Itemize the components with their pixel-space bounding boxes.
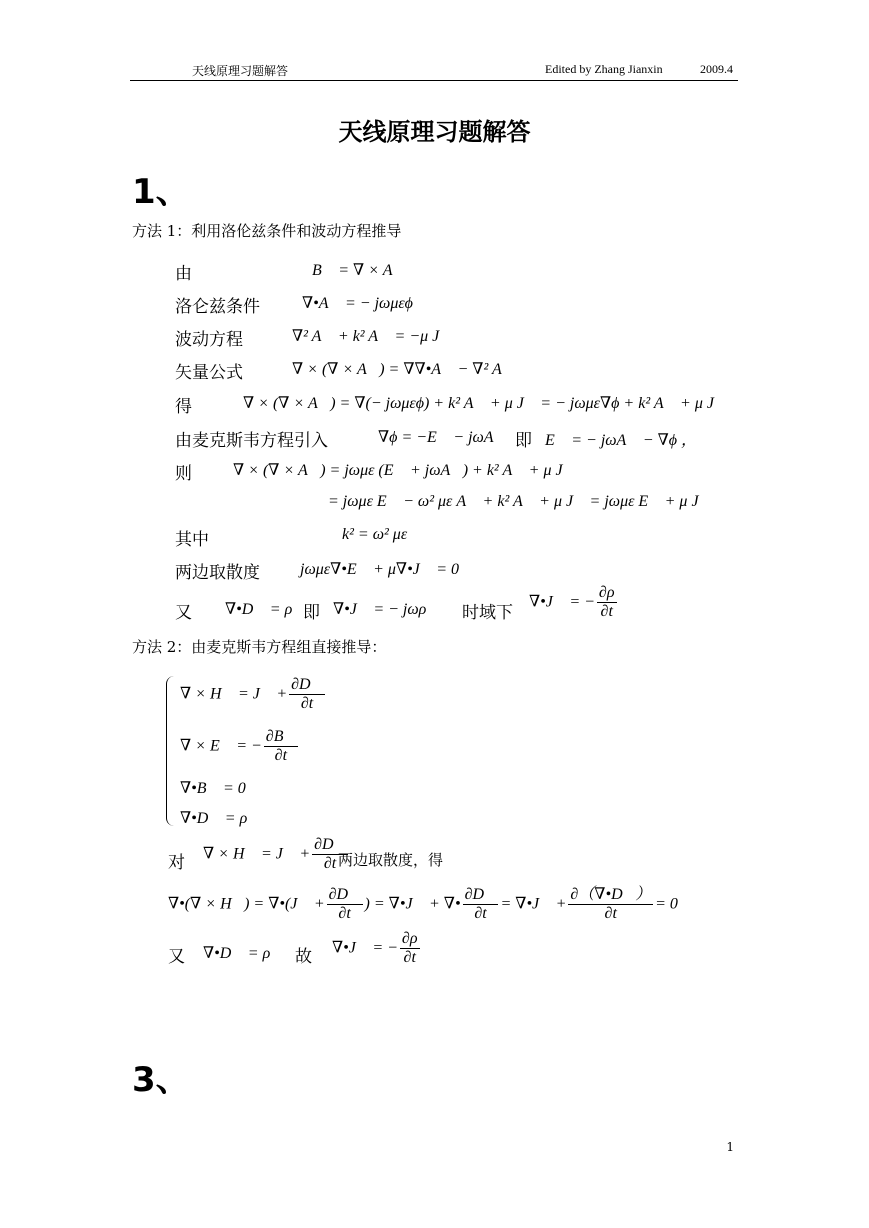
m2-system-eq0-lhs: ∇ × H⃗ = J⃗ + (180, 685, 288, 703)
m1-time-domain-fraction (597, 584, 617, 622)
m1-time-domain-lhs: ∇•J⃗ = − (529, 593, 595, 611)
m2-step2-part-c: = ∇•J⃗ + (500, 895, 567, 913)
m1-row4-label: 得 (175, 397, 192, 417)
m1-row0-equation: B⃗ = ∇ × A⃗ (312, 262, 405, 279)
method-1-heading: 方法 1：利用洛伦兹条件和波动方程推导 (132, 222, 402, 240)
m2-step1-label: 对 (168, 853, 185, 873)
fraction-numerator: ∂D⃗ (291, 676, 324, 693)
m1-last-connector: 即 (303, 603, 320, 623)
m1-row9-label: 两边取散度 (175, 563, 260, 583)
m2-step1-equation (203, 836, 350, 874)
header-document-title: 天线原理习题解答 (192, 64, 289, 78)
section-1-number: 1、 (132, 172, 190, 212)
m1-row3-equation: ∇ × (∇ × A⃗) = ∇∇•A⃗ − ∇² A⃗ (292, 361, 515, 378)
m1-row2-equation: ∇² A⃗ + k² A⃗ = −μ J⃗ (292, 328, 452, 345)
m1-last-equation: ∇•D⃗ = ρ (225, 601, 293, 618)
m2-system-eq1 (180, 728, 300, 766)
m1-row1-label: 洛仑兹条件 (175, 297, 260, 317)
page-number: 1 (726, 1140, 734, 1154)
m1-row6-label: 则 (175, 464, 192, 484)
m2-step3-result (332, 930, 422, 968)
m2-step1-tail: 两边取散度，得 (338, 851, 444, 869)
m2-step2-fraction3 (568, 886, 653, 924)
header-date: 2009.4 (700, 62, 733, 76)
m1-row5-label: 由麦克斯韦方程引入 (175, 431, 328, 451)
m1-row8-equation: k² = ω² με (342, 526, 408, 543)
page-title: 天线原理习题解答 (338, 118, 531, 146)
m1-time-domain-equation (529, 584, 619, 622)
fraction-denominator: ∂t (327, 904, 363, 923)
fraction-denominator: ∂t (597, 602, 617, 621)
m1-row6-equation: ∇ × (∇ × A⃗) = jωμε (E⃗ + jωA⃗) + k² A⃗ + μ J⃗ (233, 462, 576, 479)
m1-row2-label: 波动方程 (175, 330, 243, 350)
m1-last-label: 又 (175, 603, 192, 623)
m1-row5-equation: ∇ϕ = −E⃗ − jωA⃗ (378, 429, 507, 446)
m2-system-eq2: ∇•B⃗ = 0 (180, 780, 246, 797)
method-2-heading: 方法 2：由麦克斯韦方程组直接推导： (132, 638, 387, 656)
fraction-denominator: ∂t (568, 904, 653, 923)
m1-time-domain-label: 时域下 (462, 603, 513, 623)
m1-row9-equation: jωμε∇•E⃗ + μ∇•J⃗ = 0 (300, 561, 460, 578)
fraction-numerator: ∂B⃗ (265, 728, 296, 745)
m2-step3-label: 又 (168, 947, 185, 967)
m2-step3-label2: 故 (295, 947, 312, 967)
fraction-numerator: ∂ρ (598, 584, 615, 601)
fraction-denominator: ∂t (289, 694, 325, 713)
m1-row5-connector: 即 (515, 431, 532, 451)
section-3-number: 3、 (132, 1060, 190, 1100)
m2-step3-fraction (400, 930, 420, 968)
m1-row5-equation2: E⃗ = − jωA⃗ − ∇ϕ ， (545, 432, 698, 449)
m2-system-eq1-fraction (264, 728, 298, 766)
m2-step2-part-a: ∇•(∇ × H⃗) = ∇•(J⃗ + (168, 895, 325, 913)
m1-last-equation2: ∇•J⃗ = − jωρ (333, 601, 427, 618)
equation-system-brace (166, 676, 175, 826)
m2-system-eq3: ∇•D⃗ = ρ (180, 810, 248, 827)
fraction-denominator: ∂t (400, 948, 420, 967)
m2-step3-equation: ∇•D⃗ = ρ (203, 945, 271, 962)
fraction-numerator: ∂（∇•D⃗） (570, 886, 652, 903)
m1-row0-label: 由 (175, 264, 192, 284)
fraction-numerator: ∂D⃗ (328, 886, 361, 903)
fraction-denominator: ∂t (312, 854, 348, 873)
m2-step2-part-d: = 0 (655, 895, 678, 913)
m1-row8-label: 其中 (175, 530, 209, 550)
m2-step1-lhs: ∇ × H⃗ = J⃗ + (203, 845, 311, 863)
fraction-numerator: ∂ρ (401, 930, 418, 947)
m2-system-eq0-fraction (289, 676, 325, 714)
fraction-denominator: ∂t (264, 746, 298, 765)
m1-row1-equation: ∇•A⃗ = − jωμεϕ (302, 295, 413, 312)
m1-row7-equation: = jωμε E⃗ − ω² με A⃗ + k² A⃗ + μ J⃗ = jωμε E⃗ + μ J⃗ (328, 493, 712, 510)
fraction-denominator: ∂t (463, 904, 499, 923)
m2-step3-lhs: ∇•J⃗ = − (332, 939, 398, 957)
header-rule (130, 80, 738, 81)
m2-step2-part-b: ) = ∇•J⃗ + ∇• (364, 895, 461, 913)
m1-row3-label: 矢量公式 (175, 363, 243, 383)
fraction-numerator: ∂D⃗ (464, 886, 497, 903)
m2-system-eq0 (180, 676, 327, 714)
m2-step2-equation (168, 886, 678, 924)
m1-row4-equation: ∇ × (∇ × A⃗) = ∇(− jωμεϕ) + k² A⃗ + μ J⃗ = − jωμε∇ϕ + k² A⃗ + μ J⃗ (243, 395, 727, 412)
m2-step2-fraction1 (327, 886, 363, 924)
m2-step2-fraction2 (463, 886, 499, 924)
fraction-numerator: ∂D⃗ (314, 836, 347, 853)
m2-system-eq1-lhs: ∇ × E⃗ = − (180, 737, 262, 755)
header-author: Edited by Zhang Jianxin (545, 62, 663, 76)
